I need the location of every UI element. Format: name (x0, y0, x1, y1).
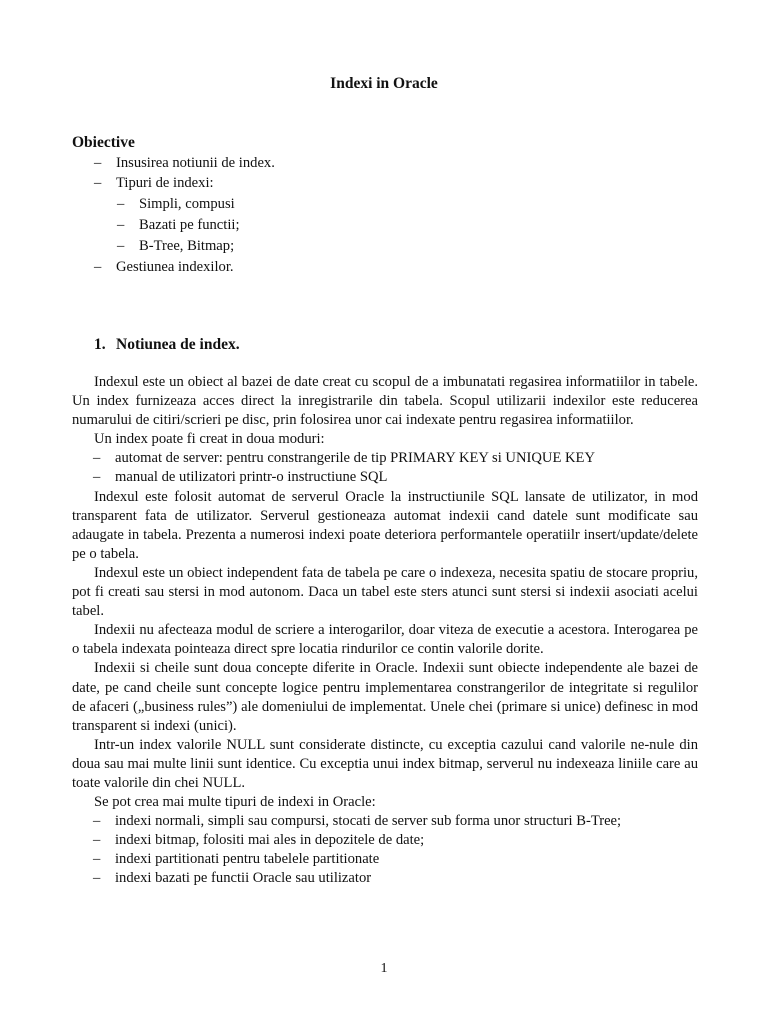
bullet-dash: – (93, 870, 101, 887)
section-title: Notiunea de index. (116, 336, 240, 353)
list-item: – manual de utilizatori printr-o instructiune SQL (72, 468, 698, 487)
bullet-dash: – (93, 450, 101, 467)
paragraph: Un index poate fi creat in doua moduri: (94, 431, 325, 448)
page-number: 1 (380, 961, 388, 976)
objectives-heading: Obiective (72, 134, 135, 151)
list-item: – indexi bazati pe functii Oracle sau utilizator (72, 869, 698, 888)
paragraph: Indexii si cheile sunt doua concepte diferite in Oracle. Indexii sunt obiecte independente ale bazei de date, pe cand cheile sunt concepte logice pentru implementarea constrangerilor de integritate si regulilor de afaceri („business rules”) ale domeniului de implementat. Unele chei (primare si unice) definesc in mod transparent si indexi (unici). (72, 660, 698, 734)
bullet-dash: – (117, 217, 125, 233)
bullet-dash: – (117, 196, 125, 212)
list-item: – indexi normali, simpli sau compursi, stocati de server sub forma unor structuri B-Tree; (72, 812, 698, 831)
list-item: – automat de server: pentru constrangerile de tip PRIMARY KEY si UNIQUE KEY (72, 449, 698, 468)
bullet-dash: – (117, 238, 125, 254)
bullet-dash: – (94, 259, 102, 275)
bullet-dash: – (93, 832, 101, 849)
bullet-dash: – (93, 813, 101, 830)
paragraph: Indexul este un obiect independent fata de tabela pe care o indexeza, necesita spatiu de stocare propriu, pot fi creati sau stersi in mod autonom. Daca un tabel este sters atunci sunt stersi si indexii asociati acelui tabel. (72, 564, 698, 620)
paragraph: Se pot crea mai multe tipuri de indexi in Oracle: (94, 794, 376, 811)
paragraph: Indexul este folosit automat de serverul Oracle la instructiunile SQL lansate de utilizator, in mod transparent fata de utilizator. Serverul gestioneaza automat indexii cand datele sunt modificate sau adaugate in tabela. Prezenta a numerosi indexi poate deteriora performantele operatiilr insert/update/delete pe o tabela. (72, 488, 698, 562)
list-item: – indexi bitmap, folositi mai ales in depozitele de date; (72, 831, 698, 850)
bullet-dash: – (94, 175, 102, 191)
section-number: 1. (94, 336, 106, 353)
bullet-dash: – (93, 469, 101, 486)
document-title: Indexi in Oracle (330, 75, 438, 92)
section-body (72, 373, 698, 889)
list-item: – indexi partitionati pentru tabelele partitionate (72, 850, 698, 869)
paragraph: Intr-un index valorile NULL sunt considerate distincte, cu exceptia cazului cand valorile ne-nule din doua sau mai multe linii sunt identice. Cu exceptia unui index bitmap, serverul nu indexeaza liniile care au toate valorile din chei NULL. (72, 736, 698, 791)
paragraph: Indexii nu afecteaza modul de scriere a interogarilor, doar viteza de executie a acestora. Interogarea pe o tabela indexata pointeaza direct spre locatia rindurilor ce contin valorile dorite. (72, 622, 698, 658)
bullet-dash: – (94, 155, 102, 171)
bullet-dash: – (93, 851, 101, 868)
document-page: Indexi in Oracle Obiective – Insusirea notiunii de index. – Tipuri de indexi: – Simpli, compusi – Bazati pe functii; – B-Tree, Bitmap; – Gestiunea indexilor. 1. Notiunea de index. Indexul este un obiect al bazei de date creat cu scopul de a imbunatati regasirea informatiilor in tabele. Un index furnizeaza acces direct la inregistrarile din tabela. Scopul utilizarii indexilor este reducerea numarului de citiri/scrieri pe disc, prin folosirea unor cai indexate pentru regasirea informatiilor. Un index poate fi creat in doua moduri: – automat de server: pentru constrangerile de tip PRIMARY KEY si UNIQUE KEY – manual de utilizatori printr-o instructiune SQL Indexul este folosit automat de serverul Oracle la instructiunile SQL lansate de utilizator, in mod transparent fata de utilizator. Serverul gestioneaza automat indexii cand datele sunt modificate sau adaugate in tabela. Prezenta a numerosi indexi poate deteriora performantele operatiilr insert/update/delete pe o tabela. Indexul este un obiect independent fata de tabela pe care o indexeza, necesita spatiu de stocare propriu, pot fi creati sau stersi in mod autonom. Daca un tabel este sters atunci sunt stersi si indexii asociati acelui tabel. Indexii nu afecteaza modul de scriere a interogarilor, doar viteza de executie a acestora. Interogarea pe o tabela indexata pointeaza direct spre locatia rindurilor ce contin valorile dorite. Indexii si cheile sunt doua concepte diferite in Oracle. Indexii sunt obiecte independente ale bazei de date, pe cand cheile sunt concepte logice pentru implementarea constrangerilor de integritate si regulilor de afaceri („business rules”) ale domeniului de implementat. Unele chei (primare si unice) definesc in mod transparent si indexi (unici). Intr-un index valorile NULL sunt considerate distincte, cu exceptia cazului cand valorile ne-nule din doua sau mai multe linii sunt identice. Cu exceptia unui index bitmap, serverul nu indexeaza liniile care au toate valorile din chei NULL. Se pot crea mai multe tipuri de indexi in Oracle: – indexi normali, simpli sau compursi, stocati de server sub forma unor structuri B-Tree; – indexi bitmap, folositi mai ales in depozitele de date; – indexi partitionati pentru tabelele partitionate – indexi bazati pe functii Oracle sau utilizator 1 (0, 0, 768, 1024)
paragraph: Indexul este un obiect al bazei de date creat cu scopul de a imbunatati regasirea informatiilor in tabele. Un index furnizeaza acces direct la inregistrarile din tabela. Scopul utilizarii indexilor este reducerea numarului de citiri/scrieri pe disc, prin folosirea unor cai indexate pentru regasirea informatiilor. (72, 374, 698, 429)
